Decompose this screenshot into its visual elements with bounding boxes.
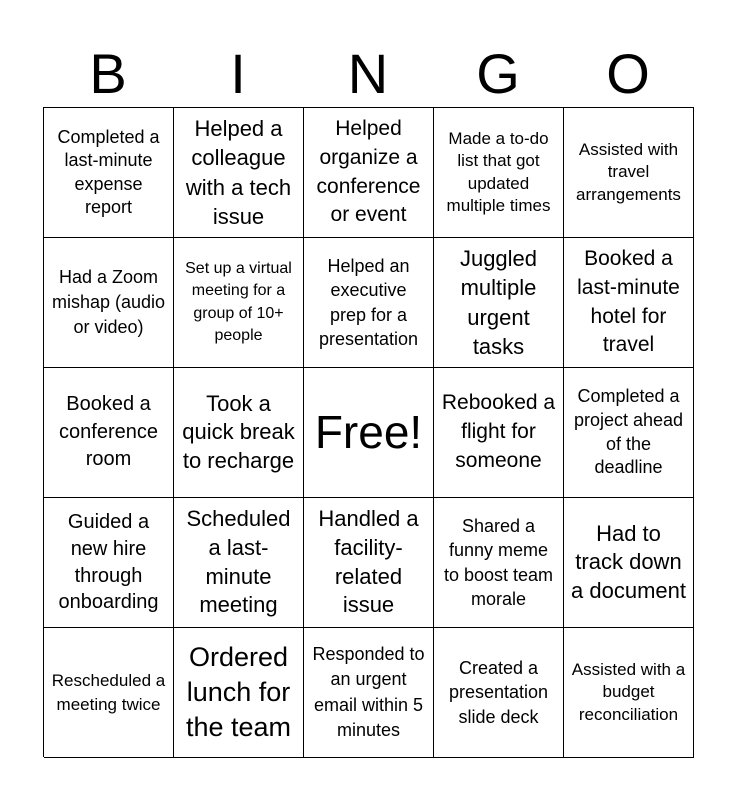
- bingo-cell[interactable]: [564, 628, 694, 758]
- bingo-cell-text: Assisted with travel arrangements: [576, 140, 681, 204]
- bingo-cell-text: Helped a colleague with a tech issue: [185, 116, 292, 229]
- bingo-cell[interactable]: [174, 628, 304, 758]
- bingo-cell-text: Booked a conference room: [59, 393, 158, 471]
- bingo-cell-text: Had a Zoom mishap (audio or video): [51, 267, 166, 337]
- bingo-cell[interactable]: [564, 108, 694, 238]
- bingo-cell[interactable]: [44, 368, 174, 498]
- bingo-cell[interactable]: [304, 108, 434, 238]
- bingo-cell-text: Helped organize a conference or event: [316, 117, 421, 227]
- bingo-cell-text: Completed a last-minute expense report: [57, 126, 160, 217]
- bingo-cell-text: Shared a funny meme to boost team morale: [443, 516, 554, 609]
- bingo-cell[interactable]: [304, 238, 434, 368]
- bingo-cell-text: Handled a facility-related issue: [318, 506, 419, 618]
- bingo-cell[interactable]: [434, 498, 564, 628]
- bingo-header: [43, 40, 693, 108]
- bingo-cell[interactable]: [174, 108, 304, 238]
- bingo-cell[interactable]: [44, 498, 174, 628]
- header-letter-o: O: [606, 42, 650, 105]
- header-letter-g: G: [476, 42, 520, 105]
- free-space-cell[interactable]: [304, 368, 434, 498]
- bingo-cell[interactable]: [564, 238, 694, 368]
- bingo-cell[interactable]: [434, 368, 564, 498]
- bingo-cell-text: Rebooked a flight for someone: [441, 391, 556, 472]
- bingo-cell-text: Booked a last-minute hotel for travel: [577, 247, 680, 357]
- bingo-cell[interactable]: [174, 498, 304, 628]
- header-letter-n: N: [347, 42, 389, 105]
- bingo-cell[interactable]: [434, 238, 564, 368]
- header-letter-b: B: [89, 42, 127, 105]
- bingo-cell[interactable]: [564, 368, 694, 498]
- bingo-cell-text: Completed a project ahead of the deadline: [573, 386, 684, 478]
- bingo-cell-text: Created a presentation slide deck: [448, 657, 549, 727]
- bingo-cell-text: Took a quick break to recharge: [182, 390, 295, 473]
- bingo-cell-text: Made a to-do list that got updated multiple times: [446, 128, 551, 215]
- bingo-cell-text: Juggled multiple urgent tasks: [459, 246, 538, 359]
- bingo-cell-text: Ordered lunch for the team: [185, 641, 292, 743]
- bingo-cell[interactable]: [44, 628, 174, 758]
- bingo-cell[interactable]: [174, 238, 304, 368]
- bingo-cell-text: Scheduled a last-minute meeting: [186, 506, 291, 618]
- bingo-cell-text: Rescheduled a meeting twice: [51, 671, 166, 714]
- bingo-cell-text: Guided a new hire through onboarding: [58, 510, 159, 614]
- bingo-cell[interactable]: [434, 108, 564, 238]
- bingo-cell[interactable]: [304, 498, 434, 628]
- bingo-cell[interactable]: [44, 108, 174, 238]
- bingo-cell[interactable]: [44, 238, 174, 368]
- bingo-cell-text: Assisted with a budget reconciliation: [571, 659, 686, 724]
- bingo-cell-text: Helped an executive prep for a presentation: [318, 255, 419, 349]
- bingo-cell-text: Set up a virtual meeting for a group of 10+ people: [185, 259, 292, 344]
- bingo-card-grid: [43, 107, 694, 757]
- header-letter-i: I: [230, 42, 246, 105]
- bingo-cell[interactable]: [434, 628, 564, 758]
- free-space-text: Free!: [314, 405, 423, 458]
- bingo-cell[interactable]: [564, 498, 694, 628]
- bingo-cell-text: Had to track down a document: [571, 520, 686, 603]
- bingo-cell[interactable]: [304, 628, 434, 758]
- bingo-cell-text: Responded to an urgent email within 5 minutes: [312, 644, 425, 740]
- bingo-cell[interactable]: [174, 368, 304, 498]
